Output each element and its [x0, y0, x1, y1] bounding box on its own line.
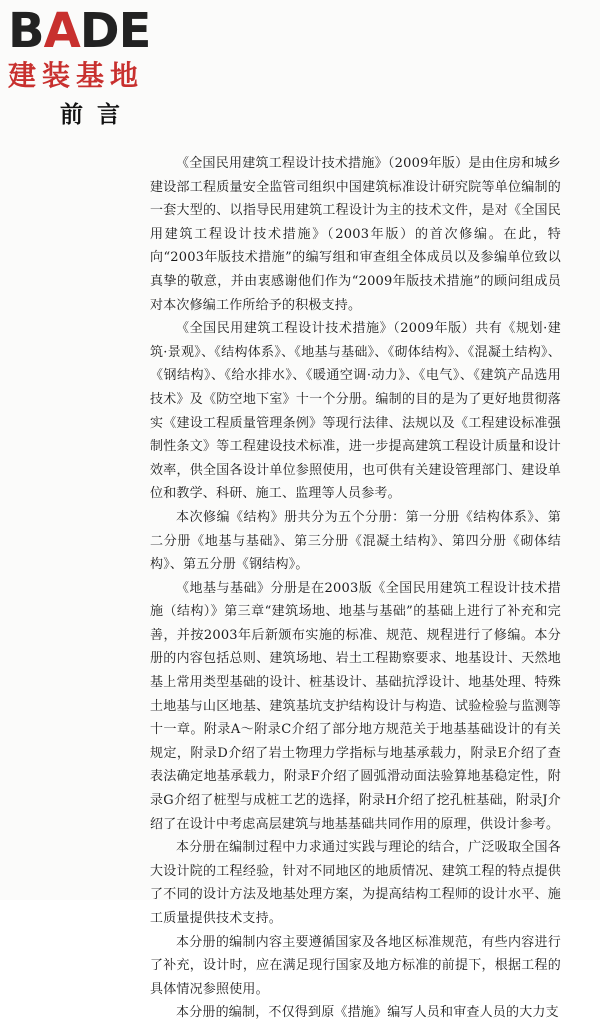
paragraph-3: 本次修编《结构》册共分为五个分册：第一分册《结构体系》、第二分册《地基与基础》、第三分册《混凝土结构》、第四分册《砌体结构》、第五分册《钢结构》。: [150, 509, 561, 573]
body-text: [150, 152, 561, 1025]
paragraph-7: 本分册的编制，不仅得到原《措施》编写人员和审查人员的大力支: [176, 1005, 559, 1021]
paragraph-4: 《地基与基础》分册是在2003版《全国民用建筑工程设计技术措施（结构）》第三章“建筑场地、地基与基础”的基础上进行了补充和完善，并按2003年后新颁布实施的标准、规范、规程进行了修编。本分册的内容包括总则、建筑场地、岩土工程勘察要求、地基设计、天然地基上常用类型基础的设计、桩基设计、基础抗浮设计、地基处理、特殊土地基与山区地基、建筑基坑支护结构设计与构造、试验检验与监测等十一章。附录A～附录C介绍了部分地方规范关于地基基础设计的有关规定，附录D介绍了岩土物理力学指标与地基承载力，附录E介绍了查表法确定地基承载力，附录F介绍了圆弧滑动面法验算地基稳定性，附录G介绍了桩型与成桩工艺的选择，附录H介绍了挖孔桩基础，附录J介绍了在设计中考虑高层建筑与地基基础共同作用的原理，供设计参考。: [150, 580, 561, 832]
page-title: 前言: [60, 102, 134, 128]
bade-logo: [8, 4, 178, 92]
logo-letter-a: A: [43, 3, 80, 59]
paragraph-1: 《全国民用建筑工程设计技术措施》（2009年版）是由住房和城乡建设部工程质量安全监管司组织中国建筑标准设计研究院等单位编制的一套大型的、以指导民用建筑工程设计为主的技术文件，是对《全国民用建筑工程设计技术措施》（2003年版）的首次修编。在此，特向“2003年版技术措施”的编写组和审查组全体成员以及参编单位致以真挚的敬意，并由衷感谢他们作为“2009年版技术措施”的顾问组成员对本次修编工作所给予的积极支持。: [150, 156, 561, 313]
paragraph-5: 本分册在编制过程中力求通过实践与理论的结合，广泛吸取全国各大设计院的工程经验，针对不同地区的地质情况、建筑工程的特点提供了不同的设计方法及地基处理方案，为提高结构工程师的设计水平、施工质量提供技术支持。: [150, 840, 561, 926]
logo-wordmark: [8, 4, 178, 58]
logo-letter-b: B: [8, 3, 44, 59]
paragraph-6: 本分册的编制内容主要遵循国家及各地区标准规范，有些内容进行了补充，设计时，应在满足现行国家及地方标准的前提下，根据工程的具体情况参照使用。: [150, 934, 561, 997]
paragraph-2: 《全国民用建筑工程设计技术措施》（2009年版）共有《规划·建筑·景观》、《结构体系》、《地基与基础》、《砌体结构》、《混凝土结构》、《钢结构》、《给水排水》、《暖通空调·动力》、《电气》、《建筑产品选用技术》及《防空地下室》十一个分册。编制的目的是为了更好地贯彻落实《建设工程质量管理条例》等现行法律、法规以及《工程建设标准强制性条文》等工程建设技术标准，进一步提高建筑工程设计质量和设计效率，供全国各设计单位参照使用，也可供有关建设管理部门、建设单位和教学、科研、施工、监理等人员参考。: [150, 321, 561, 502]
logo-letters-de: DE: [79, 3, 151, 59]
logo-chinese-text: 建装基地: [8, 59, 145, 92]
